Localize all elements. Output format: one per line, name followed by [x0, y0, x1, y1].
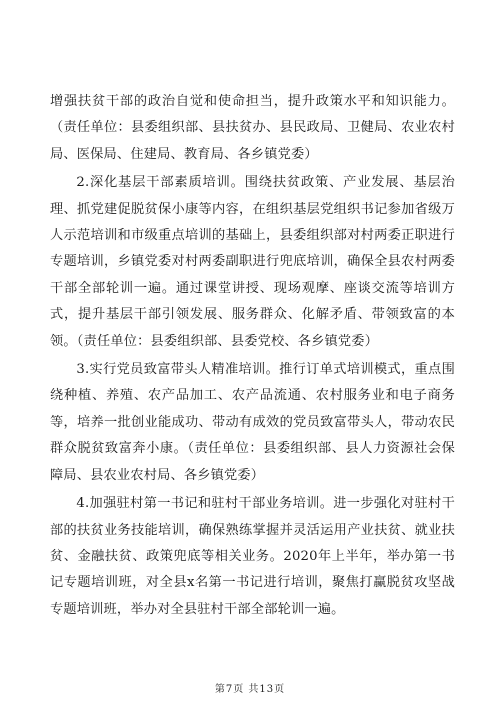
document-body	[50, 89, 455, 623]
paragraph-4: 4.加强驻村第一书记和驻村干部业务培训。进一步强化对驻村干部的扶贫业务技能培训，确保熟练掌握并灵活运用产业扶贫、就业扶贫、金融扶贫、政策兜底等相关业务。2020年上半年，举办第一书记专题培训班，对全县x名第一书记进行培训，聚焦打赢脱贫攻坚战专题培训班，举办对全县驻村干部全部轮训一遍。	[50, 496, 455, 617]
page-number-footer: 第7页 共13页	[214, 684, 286, 695]
paragraph-1: 增强扶贫干部的政治自觉和使命担当，提升政策水平和知识能力。（责任单位：县委组织部、县扶贫办、县民政局、卫健局、农业农村局、医保局、住建局、教育局、各乡镇党委）	[50, 94, 455, 162]
paragraph-3: 3.实行党员致富带头人精准培训。推行订单式培训模式，重点围绕种植、养殖、农产品加工、农产品流通、农村服务业和电子商务等，培养一批创业能成功、带动有成效的党员致富带头人，带动农民群众脱贫致富奔小康。（责任单位：县委组织部、县人力资源社会保障局、县农业农村局、各乡镇党委）	[50, 362, 455, 483]
paragraph-2: 2.深化基层干部素质培训。围绕扶贫政策、产业发展、基层治理、抓党建促脱贫保小康等内容，在组织基层党组织书记参加省级万人示范培训和市级重点培训的基础上，县委组织部对村两委正职进行专题培训，乡镇党委对村两委副职进行兜底培训，确保全县农村两委干部全部轮训一遍。通过课堂讲授、现场观摩、座谈交流等培训方式，提升基层干部引领发展、服务群众、化解矛盾、带领致富的本领。（责任单位：县委组织部、县委党校、各乡镇党委）	[50, 175, 455, 349]
